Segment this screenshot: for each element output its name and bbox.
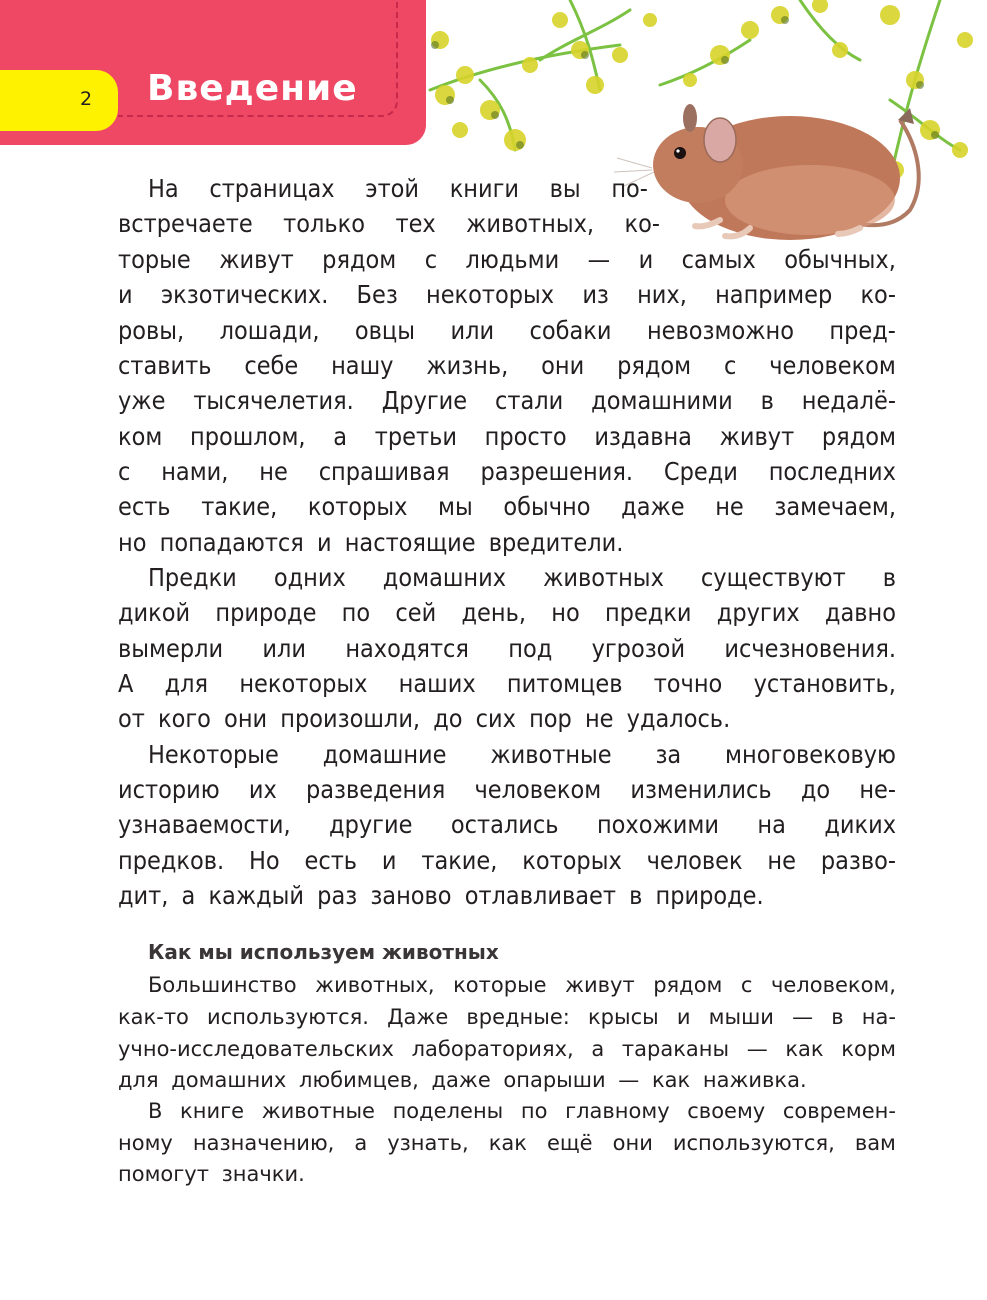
text-line: А для некоторых наших питомцев точно установить, [118,669,896,698]
text-line: узнаваемости, другие остались похожими на диких [118,810,896,839]
text-line: как-то используются. Даже вредные: крысы и мыши — в на- [118,1005,896,1029]
text-line: встречаете только тех животных, ко- [118,209,660,238]
text-line: от кого они произошли, до сих пор не удалось. [118,704,731,733]
text-line: уже тысячелетия. Другие стали домашними в недалё- [118,386,896,415]
text-line: ставить себе нашу жизнь, они рядом с человеком [118,351,896,380]
text-line: и экзотических. Без некоторых из них, например ко- [118,280,896,309]
text-line: дикой природе по сей день, но предки других давно [118,598,896,627]
text-line: но попадаются и настоящие вредители. [118,528,624,557]
text-line: ному назначению, а узнать, как ещё они используются, вам [118,1131,896,1155]
text-line: торые живут рядом с людьми — и самых обычных, [118,245,896,274]
text-line: В книге животные поделены по главному своему современ- [148,1099,896,1123]
text-line: помогут значки. [118,1162,305,1186]
page-number-tab [0,70,118,131]
text-line: Некоторые домашние животные за многовековую [148,740,896,769]
text-line: ком прошлом, а третьи просто издавна живут рядом [118,422,896,451]
text-line: ровы, лошади, овцы или собаки невозможно пред- [118,316,896,345]
text-line: учно-исследовательских лабораториях, а тараканы — как корм [118,1037,896,1061]
section-heading: Как мы используем животных [148,940,499,964]
text-line: На страницах этой книги вы по- [148,174,648,203]
text-line: вымерли или находятся под угрозой исчезновения. [118,634,896,663]
text-line: Предки одних домашних животных существуют в [148,563,896,592]
text-line: дит, а каждый раз заново отлавливает в природе. [118,881,764,910]
chapter-title: Введение [147,68,358,109]
text-line: историю их разведения человеком изменились до не- [118,775,896,804]
text-line: для домашних любимцев, даже опарыши — как наживка. [118,1068,807,1092]
text-line: Большинство животных, которые живут рядом с человеком, [148,973,896,997]
text-line: есть такие, которых мы обычно даже не замечаем, [118,492,896,521]
text-line: с нами, не спрашивая разрешения. Среди последних [118,457,896,486]
page-number: 2 [80,88,93,110]
text-line: предков. Но есть и такие, которых человек не разво- [118,846,896,875]
